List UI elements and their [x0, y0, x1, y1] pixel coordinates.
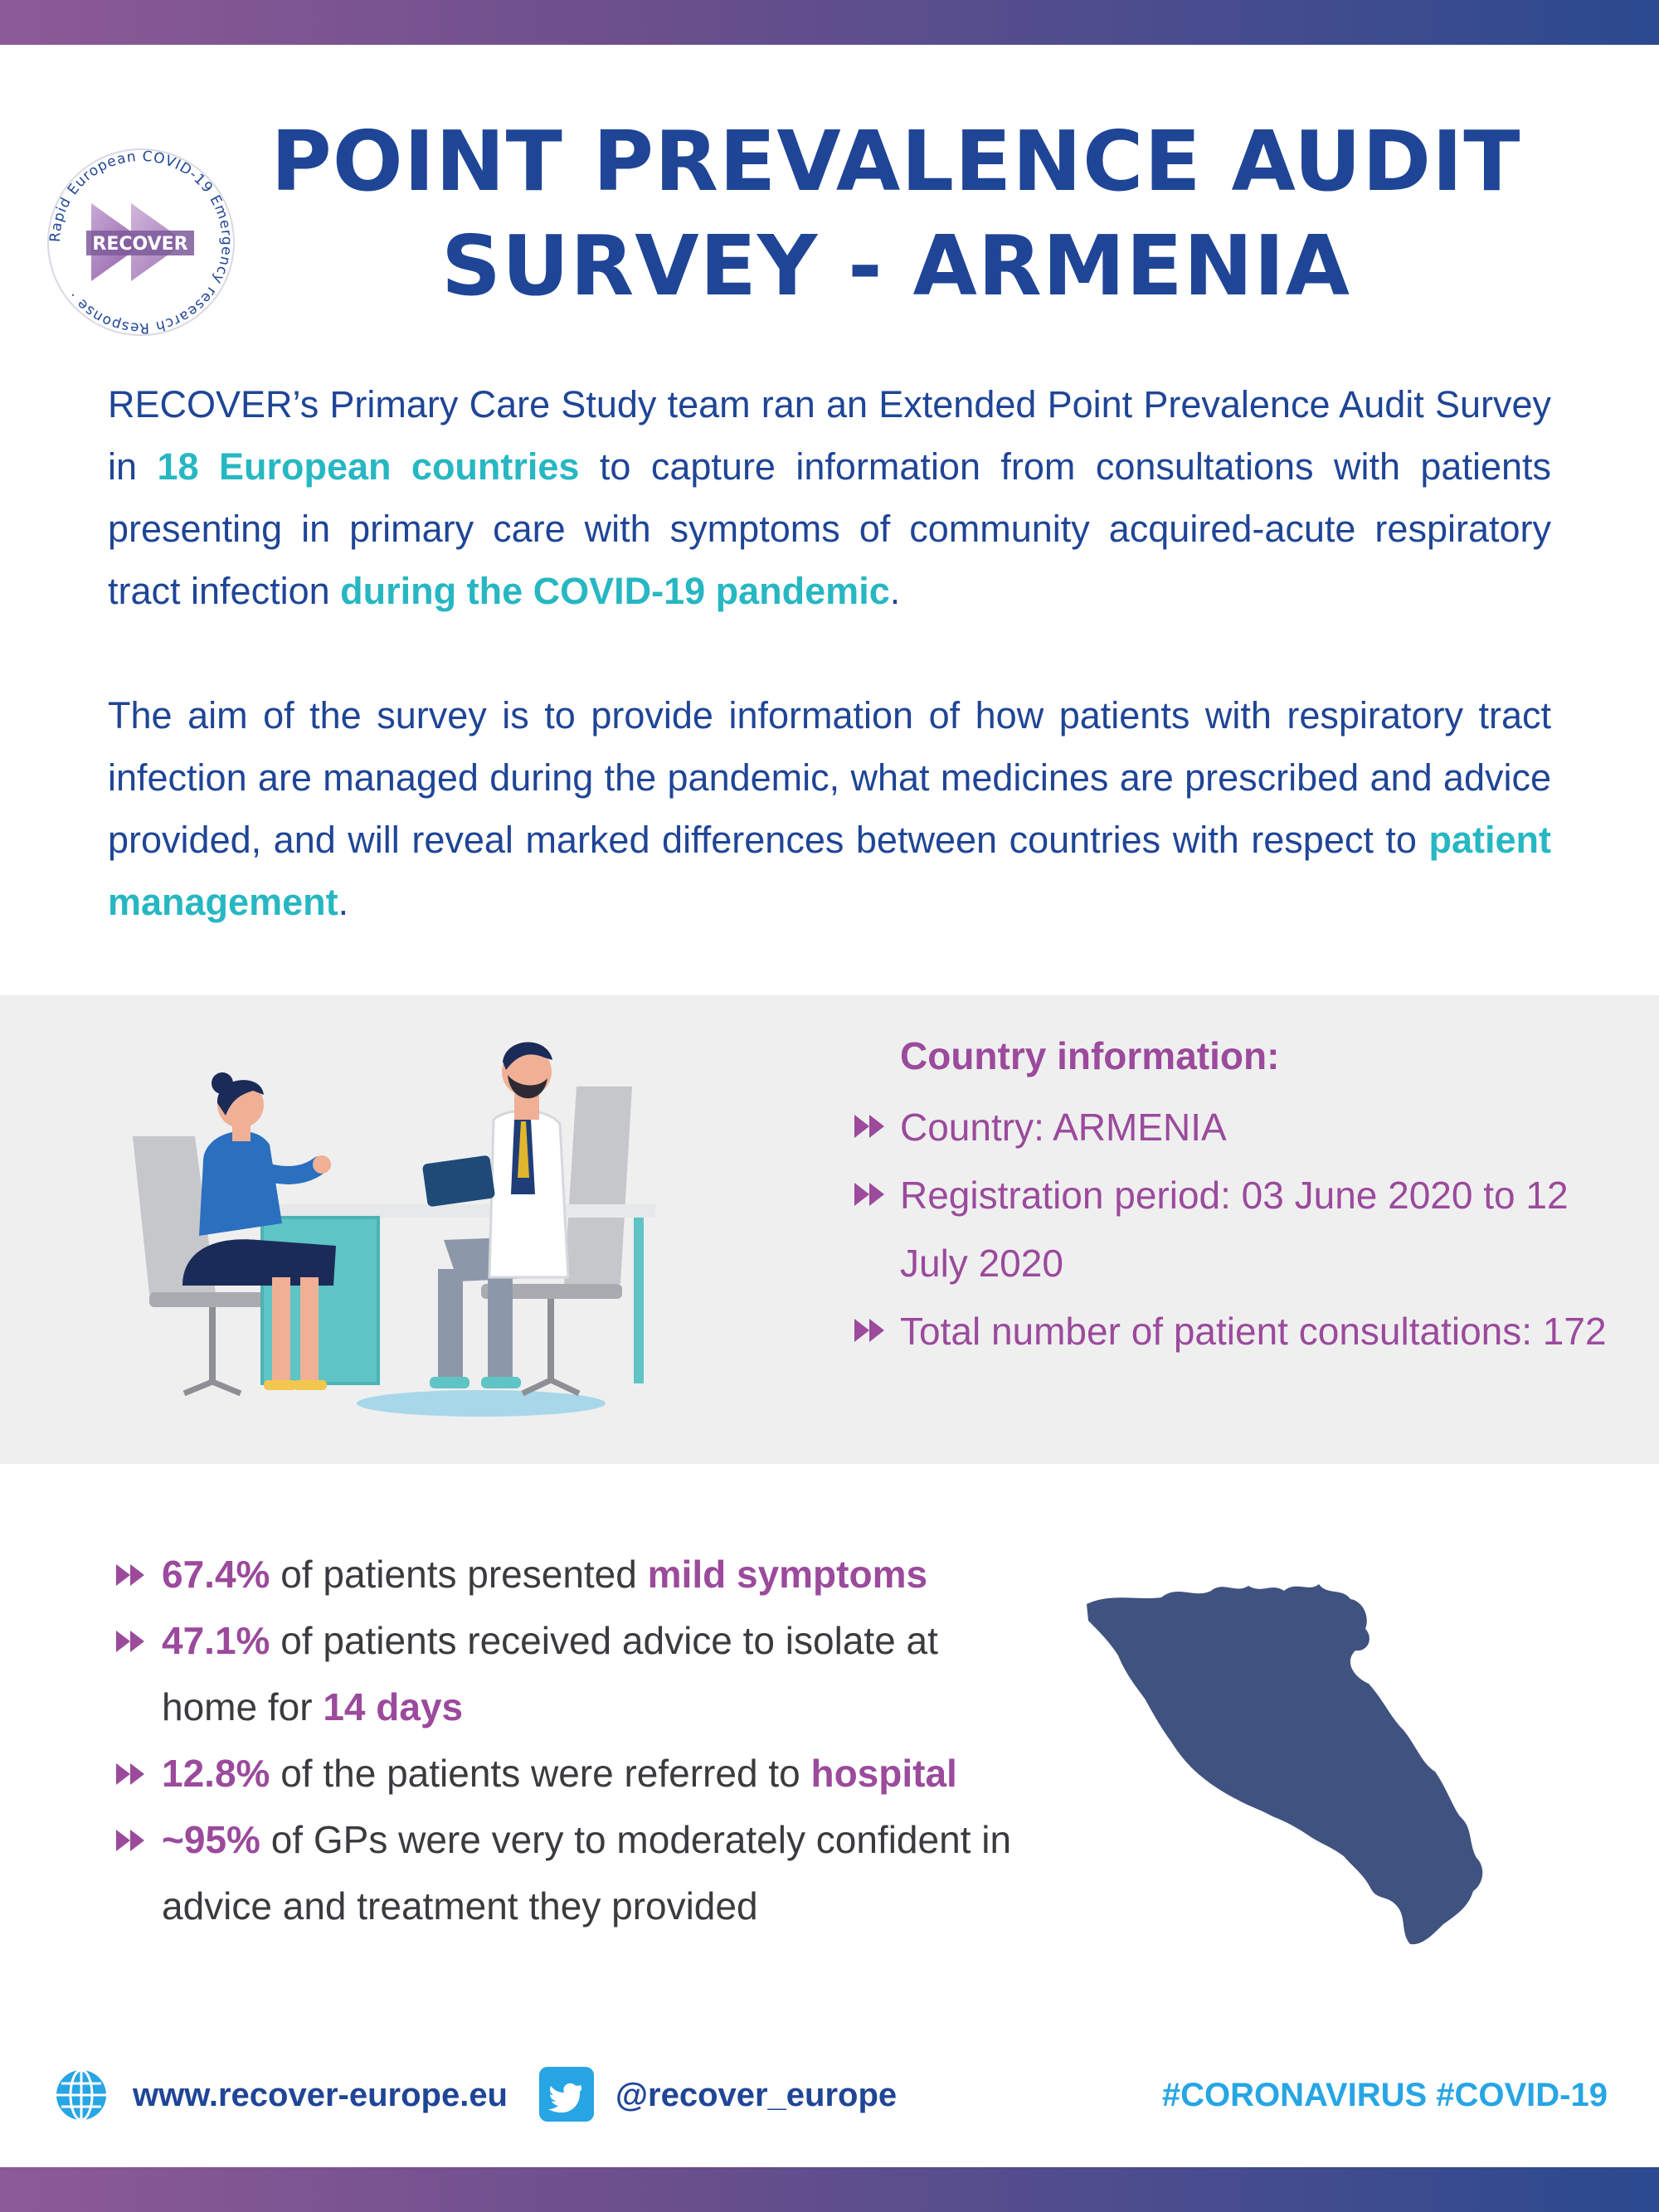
armenia-map [1078, 1576, 1510, 1957]
intro-highlight-management: patient management [108, 819, 1551, 923]
logo-label: RECOVER [92, 234, 188, 255]
country-info [854, 1028, 1634, 1365]
twitter-icon[interactable] [539, 2067, 594, 2122]
intro-text: The aim of the survey is to provide information of how patients with respiratory tract infection are managed during the pandemic, what medicines are prescribed and advice provided, and will reveal marked differences between countries with respect to [108, 694, 1551, 861]
double-arrow-icon [116, 1564, 146, 1586]
finding-text: of GPs were very to moderately confident in advice and treatment they provided [162, 1818, 1012, 1928]
finding-percent: ~95% [162, 1818, 260, 1861]
finding-percent: 12.8% [162, 1752, 270, 1795]
intro-paragraph-2 [108, 684, 1551, 933]
bottom-gradient-bar [0, 2167, 1659, 2212]
finding-percent: 47.1% [162, 1619, 270, 1662]
finding-highlight: mild symptoms [647, 1553, 928, 1596]
double-arrow-icon [116, 1763, 146, 1785]
double-arrow-icon [854, 1319, 886, 1342]
country-info-item [854, 1297, 1634, 1365]
total-consultations: Total number of patient consultations: 172 [900, 1310, 1607, 1353]
intro-text: to capture information from consultations with patients presenting in primary care with symptoms of community acquired-acute respiratory tract infection [108, 445, 1552, 612]
intro-paragraph-1 [108, 373, 1551, 622]
recover-logo [40, 141, 242, 343]
finding-item [116, 1607, 1029, 1740]
intro-highlight-pandemic: during the COVID-19 pandemic [340, 570, 890, 612]
double-arrow-icon [116, 1830, 146, 1851]
top-gradient-bar [0, 0, 1659, 45]
intro-highlight-countries: 18 European countries [157, 445, 580, 488]
double-arrow-icon [854, 1115, 886, 1138]
finding-text: of patients received advice to isolate at home for [162, 1619, 938, 1728]
finding-text: of patients presented [270, 1553, 648, 1596]
country-info-heading: Country information: [900, 1034, 1280, 1077]
finding-highlight: hospital [810, 1752, 957, 1795]
double-arrow-icon [116, 1631, 146, 1652]
finding-text: of the patients were referred to [270, 1752, 811, 1795]
double-arrow-icon [854, 1183, 886, 1206]
page-title [249, 109, 1543, 318]
intro-text: . [889, 570, 901, 612]
globe-icon [55, 2069, 108, 2122]
page-title-line-1: POINT PREVALENCE AUDIT [270, 113, 1521, 210]
hashtags: #CORONAVIRUS #COVID-19 [1161, 2077, 1608, 2113]
twitter-handle[interactable]: @recover_europe [615, 2077, 898, 2113]
intro-text: RECOVER’s Primary Care Study team ran an Extended Point Prevalence Audit Survey in [108, 383, 1551, 488]
finding-percent: 67.4% [162, 1553, 270, 1596]
finding-item [116, 1806, 1029, 1939]
country-name: Country: ARMENIA [900, 1106, 1227, 1149]
footer [0, 2057, 1659, 2123]
finding-item [116, 1740, 1029, 1806]
page-title-line-2: SURVEY - ARMENIA [441, 217, 1350, 314]
finding-item [116, 1541, 1029, 1607]
consultation-illustration [116, 1028, 672, 1427]
key-findings [116, 1541, 1029, 1939]
country-info-item [854, 1093, 1634, 1161]
website-link[interactable]: www.recover-europe.eu [133, 2077, 508, 2113]
country-info-item [854, 1161, 1634, 1297]
registration-period: Registration period: 03 June 2020 to 12 July 2020 [900, 1174, 1569, 1285]
intro-text: . [338, 881, 349, 923]
finding-highlight: 14 days [323, 1685, 464, 1728]
logo-ring-text: Rapid European COVID-19 Emergency research Response · [46, 148, 236, 337]
